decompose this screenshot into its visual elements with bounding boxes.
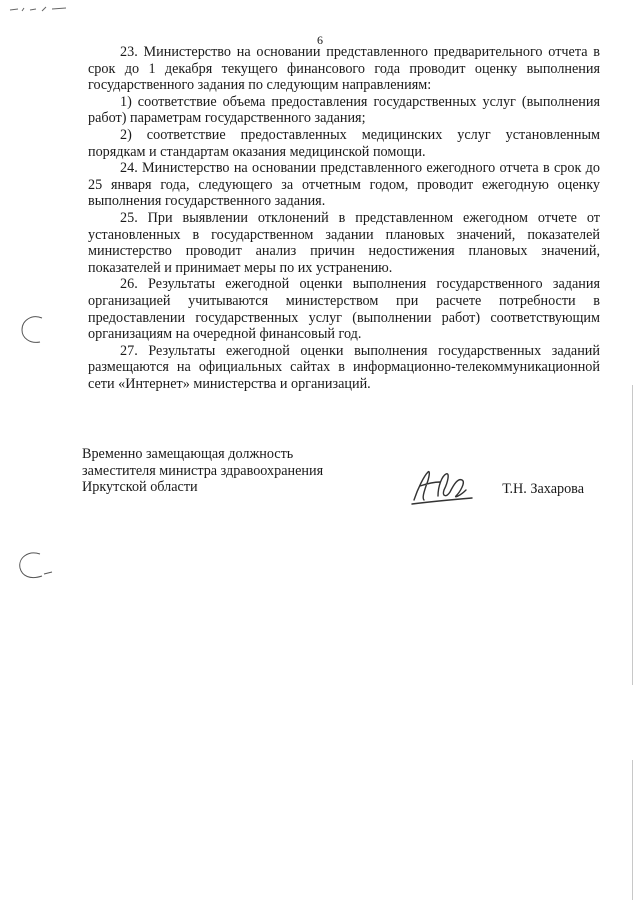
paragraph-23: 23. Министерство на основании представленного предварительного отчета в срок до 1 декабря текущего финансового года проводит оценку выполнения государственного задания по следующим направлениям:	[88, 44, 600, 94]
paragraph-25: 25. При выявлении отклонений в представленном ежегодном отчете от установленных в государственном задании плановых значений, показателей министерство проводит анализ причин недостижения плановых значений, показателей и принимает меры по их устранению.	[88, 209, 600, 276]
paragraph-26: 26. Результаты ежегодной оценки выполнения государственного задания организацией учитываются министерством при расчете потребности в предоставлении государственных услуг (выполнении работ) соответствующим организациям на очередной финансовый год.	[88, 276, 600, 343]
page-number: 6	[317, 33, 323, 47]
scan-artifact-top	[8, 2, 80, 16]
paragraph-23-item-2: 2) соответствие предоставленных медицинских услуг установленным порядкам и стандартам оказания медицинской помощи.	[88, 126, 600, 160]
paragraph-24: 24. Министерство на основании представленного ежегодного отчета в срок до 25 января года, следующего за отчетным годом, проводит ежегодную оценку выполнения государственного задания.	[88, 160, 600, 210]
punch-hole-mark-lower	[14, 548, 54, 588]
scan-edge-line	[632, 385, 633, 685]
paragraph-23-item-1: 1) соответствие объема предоставления государственных услуг (выполнения работ) параметрам государственного задания;	[88, 93, 600, 127]
scan-edge-line	[632, 760, 633, 900]
handwritten-signature	[408, 466, 480, 508]
signer-position-line-2: заместителя министра здравоохранения	[82, 462, 324, 479]
punch-hole-mark-upper	[18, 312, 48, 352]
signer-name: Т.Н. Захарова	[502, 481, 584, 497]
document-body	[88, 44, 600, 392]
paragraph-27: 27. Результаты ежегодной оценки выполнения государственных заданий размещаются на официальных сайтах в информационно-телекоммуникационной сети «Интернет» министерства и организаций.	[88, 342, 600, 392]
signer-position-line-3: Иркутской области	[82, 479, 198, 496]
signature-block	[82, 446, 602, 516]
signer-position-line-1: Временно замещающая должность	[82, 446, 294, 462]
